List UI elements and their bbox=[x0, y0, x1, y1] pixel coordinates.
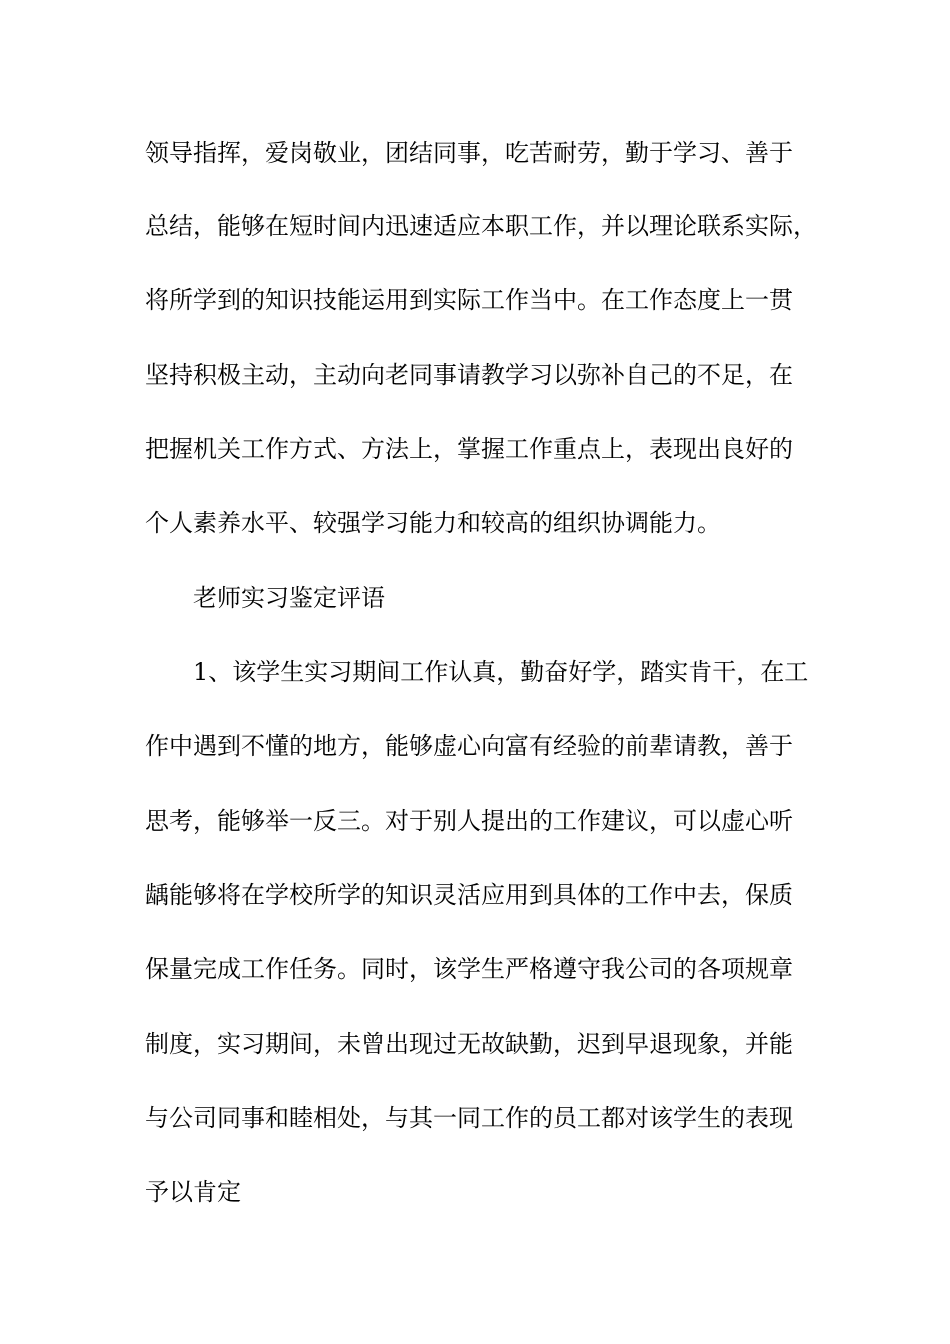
section-heading: 老师实习鉴定评语 bbox=[193, 584, 385, 612]
body-text-line: 把握机关工作方式、方法上，掌握工作重点上，表现出良好的 bbox=[145, 435, 793, 463]
body-text-line: 个人素养水平、较强学习能力和较高的组织协调能力。 bbox=[145, 509, 721, 537]
body-text-line: 龋能够将在学校所学的知识灵活应用到具体的工作中去，保质 bbox=[145, 881, 793, 909]
body-text-line: 总结，能够在短时间内迅速适应本职工作，并以理论联系实际， bbox=[145, 212, 817, 240]
body-text-line: 与公司同事和睦相处，与其一同工作的员工都对该学生的表现 bbox=[145, 1104, 793, 1132]
body-text-line: 1、该学生实习期间工作认真，勤奋好学，踏实肯干，在工 bbox=[193, 658, 809, 686]
body-text-line: 思考，能够举一反三。对于别人提出的工作建议，可以虚心听 bbox=[145, 807, 793, 835]
body-text-line: 将所学到的知识技能运用到实际工作当中。在工作态度上一贯 bbox=[145, 286, 793, 314]
body-text-line: 予以肯定 bbox=[145, 1178, 241, 1206]
body-text-line: 制度，实习期间，未曾出现过无故缺勤，迟到早退现象，并能 bbox=[145, 1030, 793, 1058]
body-text-line: 作中遇到不懂的地方，能够虚心向富有经验的前辈请教，善于 bbox=[145, 732, 793, 760]
body-text-line: 领导指挥，爱岗敬业，团结同事，吃苦耐劳，勤于学习、善于 bbox=[145, 139, 793, 167]
body-text-line: 保量完成工作任务。同时，该学生严格遵守我公司的各项规章 bbox=[145, 955, 793, 983]
body-text-line: 坚持积极主动，主动向老同事请教学习以弥补自己的不足，在 bbox=[145, 361, 793, 389]
